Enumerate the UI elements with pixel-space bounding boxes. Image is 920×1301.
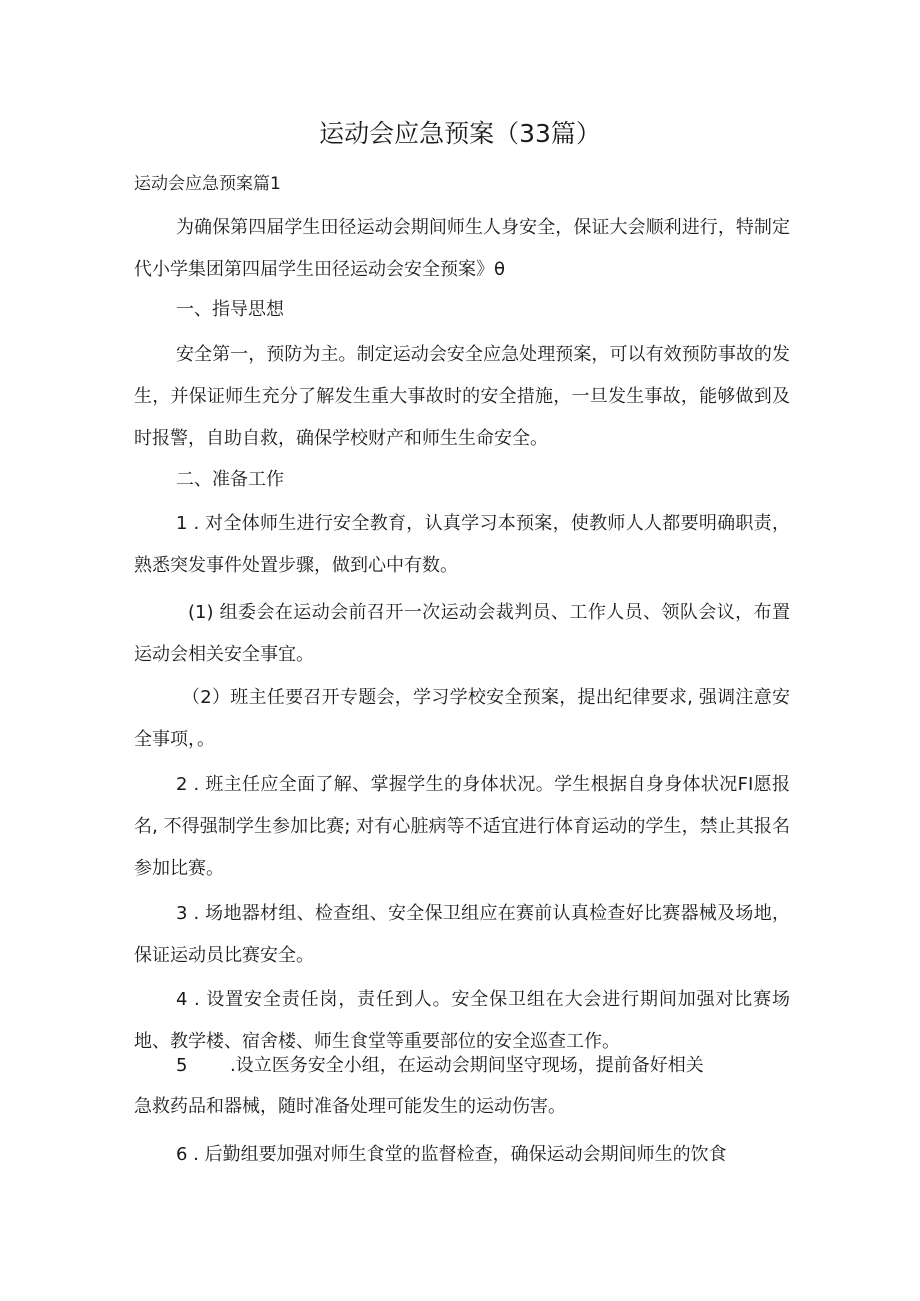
item-4: 4 . 设置安全责任岗，责任到人。安全保卫组在大会进行期间加强对比赛场地、教学楼、宿舍楼、师生食堂等重要部位的安全巡查工作。 — [134, 989, 790, 1052]
heading-preparation: 二、准备工作 — [176, 469, 284, 490]
heading-guiding-thought: 一、指导思想 — [176, 299, 284, 320]
item-5-line-2: 急救药品和器械，随时准备处理可能发生的运动伤害。 — [134, 1096, 566, 1117]
intro-paragraph: 为确保第四届学生田径运动会期间师生人身安全，保证大会顺利进行，特制定代小学集团第四届学生田径运动会安全预案》θ — [134, 217, 790, 280]
item-1: 1 . 对全体师生进行安全教育，认真学习本预案，使教师人人都要明确职责，熟悉突发事件处置步骤，做到心中有数。 — [134, 513, 790, 576]
item-3: 3 . 场地器材组、检查组、安全保卫组应在赛前认真检查好比赛器械及场地，保证运动员比赛安全。 — [134, 903, 790, 966]
section-subtitle: 运动会应急预案篇1 — [134, 174, 281, 194]
item-5-line-1: .设立医务安全小组，在运动会期间坚守现场，提前备好相关 — [230, 1055, 704, 1076]
sub-item-2: （2）班主任要召开专题会，学习学校安全预案，提出纪律要求, 强调注意安全事项，。 — [134, 687, 790, 750]
item-2: 2 . 班主任应全面了解、掌握学生的身体状况。学生根据自身身体状况FI愿报名, 不得强制学生参加比赛; 对有心脏病等不适宜进行体育运动的学生，禁止其报名参加比赛。 — [134, 774, 790, 879]
document-title: 运动会应急预案（33篇） — [319, 119, 601, 148]
item-5-number: 5 — [176, 1055, 188, 1076]
paragraph-guiding-thought: 安全第一，预防为主。制定运动会安全应急处理预案，可以有效预防事故的发生，并保证师生充分了解发生重大事故时的安全措施，一旦发生事故，能够做到及时报警，自助自救，确保学校财产和师生生命安全。 — [134, 344, 790, 449]
item-6: 6 . 后勤组要加强对师生食堂的监督检查，确保运动会期间师生的饮食 — [176, 1144, 727, 1165]
sub-item-1: (1) 组委会在运动会前召开一次运动会裁判员、工作人员、领队会议，布置运动会相关安全事宜。 — [134, 602, 790, 665]
